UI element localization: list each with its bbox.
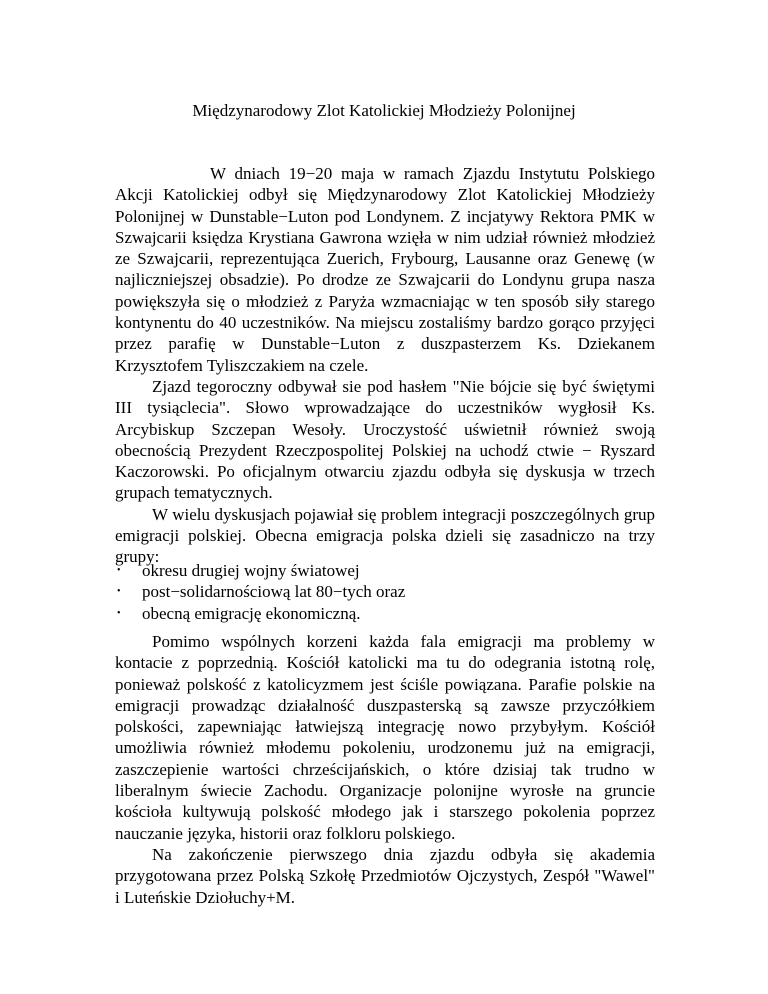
bullet-icon: • [117,565,121,576]
paragraph-closing-2: Na zakończenie pierwszego dnia zjazdu odbyła się akademia przygotowana przez Polską Szkołę Przedmiotów Ojczystych, Zespół "Wawel" i Luteńskie Dziołuchy+M. [115,844,655,907]
document-title: Międzynarodowy Zlot Katolickiej Młodzieży Polonijnej [192,101,576,120]
paragraph-intro-3: W wielu dyskusjach pojawiał się problem integracji poszczególnych grup emigracji polskiej. Obecna emigracja polska dzieli się zasadniczo na trzy grupy: [115,504,655,567]
list-item [115,560,655,581]
list-item-text: obecną emigrację ekonomiczną. [142,603,361,623]
paragraph-intro-2: Zjazd tegoroczny odbywał sie pod hasłem "Nie bójcie się być świętymi III tysiąclecia". Słowo wprowadzające do uczestników wygłosił Ks. Arcybiskup Szczepan Wesoły. Uroczystość uświetnił również swoją obecnością Prezydent Rzeczpospolitej Polskiej na uchodź ctwie − Ryszard Kaczorowski. Po oficjalnym otwarciu zjazdu odbyła się dyskusja w trzech grupach tematycznych. [115,376,655,503]
list-item-text: okresu drugiej wojny światowej [142,561,360,580]
paragraph-closing-1: Pomimo wspólnych korzeni każda fala emigracji ma problemy w kontacie z poprzednią. Kościół katolicki ma tu do odegrania istotną rolę, ponieważ polskość z katolicyzmem jest ściśle powiązana. Parafie polskie na emigracji prowadząc działalność duszpasterską są zawsze przyczółkiem polskości, zapewniając łatwiejszą integrację nowo przybyłym. Kościół umożliwia również młodemu pokoleniu, urodzonemu już na emigracji, zaszczepienie wartości chrześcijańskich, o które dzisiaj tak trudno w liberalnym świecie Zachodu. Organizacje polonijne wyrosłe na gruncie kościoła kultywują polskość młodego jak i starszego pokolenia poprzez nauczanie języka, historii oraz folkloru polskiego. [115,632,655,843]
list-item-text: post−solidarnościową lat 80−tych oraz [142,582,406,602]
list-item [115,603,655,624]
bullet-icon: • [117,586,121,598]
closing-section [115,631,655,908]
intro-section [115,163,655,568]
bullet-icon: • [117,607,121,619]
emigration-groups-list [115,560,655,624]
list-item [115,581,655,602]
paragraph-intro-1: W dniach 19−20 maja w ramach Zjazdu Instytutu Polskiego Akcji Katolickiej odbył się Międzynarodowy Zlot Katolickiej Młodzieży Polonijnej w Dunstable−Luton pod Londynem. Z incjatywy Rektora PMK w Szwajcarii księdza Krystiana Gawrona wzięła w nim udział również młodzież ze Szwajcarii, reprezentująca Zuerich, Frybourg, Lausanne oraz Genewę (w najliczniejszej obsadzie). Po drodze ze Szwajcarii do Londynu grupa nasza powiększyła się o młodzież z Paryża wzmacniając w ten sposób siły starego kontynentu do 40 uczestników. Na miejscu zostaliśmy bardzo gorąco przyjęci przez parafię w Dunstable−Luton z duszpasterzem Ks. Dziekanem Krzysztofem Tyliszczakiem na czele. [115,164,655,375]
